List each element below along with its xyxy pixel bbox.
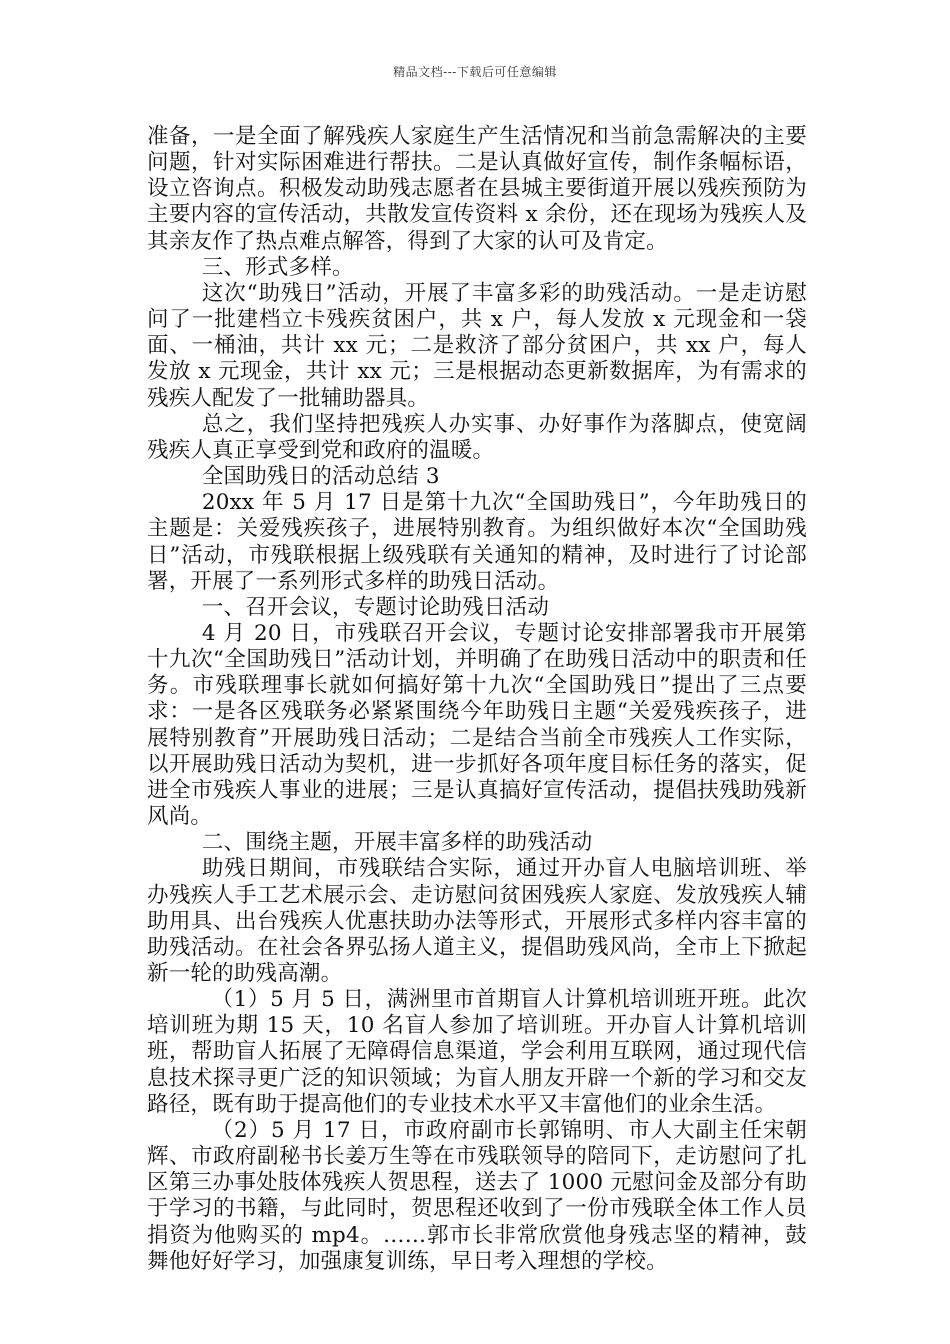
paragraph: 20xx 年 5 月 17 日是第十九次“全国助残日”，今年助残日的主题是：关爱残疾孩子，进展特别教育。为组织做好本次“全国助残日”活动，市残联根据上级残联有关通知的精神，及时进行了讨论部署，开展了一系列形式多样的助残日活动。 — [147, 490, 807, 594]
list-item: （2）5 月 17 日，市政府副市长郭锦明、市人大副主任宋朝辉、市政府副秘书长姜万生等在市残联领导的陪同下，走访慰问了扎区第三办事处肢体残疾人贺思程，送去了 1000 元慰问金及部分有助于学习的书籍，与此同时，贺思程还收到了一份市残联全体工作人员捐资为他购买的 mp4。……郭市长非常欣赏他身残志坚的精神，鼓舞他好好学习，加强康复训练，早日考入理想的学校。 — [147, 1117, 807, 1274]
document-subtitle: 全国助残日的活动总结 3 — [201, 464, 440, 490]
list-item: （1）5 月 5 日，满洲里市首期盲人计算机培训班开班。此次培训班为期 15 天，10 名盲人参加了培训班。开办盲人计算机培训班，帮助盲人拓展了无障碍信息渠道，学会利用互联网，通过现代信息技术探寻更广泛的知识领域；为盲人朋友开辟一个新的学习和交友路径，既有助于提高他们的专业技术水平又丰富他们的业余生活。 — [147, 987, 807, 1117]
section-heading: 二、围绕主题，开展丰富多样的助残活动 — [201, 830, 593, 856]
section-heading: 一、召开会议，专题讨论助残日活动 — [201, 594, 550, 620]
paragraph: 助残日期间，市残联结合实际，通过开办盲人电脑培训班、举办残疾人手工艺术展示会、走访慰问贫困残疾人家庭、发放残疾人辅助用具、出台残疾人优惠扶助办法等形式，开展形式多样内容丰富的助残活动。在社会各界弘扬人道主义，提倡助残风尚，全市上下掀起新一轮的助残高潮。 — [147, 856, 807, 986]
paragraph: 准备，一是全面了解残疾人家庭生产生活情况和当前急需解决的主要问题，针对实际困难进行帮扶。二是认真做好宣传，制作条幅标语，设立咨询点。积极发动助残志愿者在县城主要街道开展以残疾预防为主要内容的宣传活动，共散发宣传资料 x 余份，还在现场为残疾人及其亲友作了热点难点解答，得到了大家的认可及肯定。 — [147, 124, 807, 254]
paragraph: 总之，我们坚持把残疾人办实事、办好事作为落脚点，使宽阔残疾人真正享受到党和政府的温暖。 — [147, 411, 807, 463]
paragraph: 4 月 20 日，市残联召开会议，专题讨论安排部署我市开展第十九次“全国助残日”活动计划，并明确了在助残日活动中的职责和任务。市残联理事长就如何搞好第十九次“全国助残日”提出了三点要求：一是各区残联务必紧紧围绕今年助残日主题“关爱残疾孩子，进展特别教育”开展助残日活动；二是结合当前全市残疾人工作实际，以开展助残日活动为契机，进一步抓好各项年度目标任务的落实，促进全市残疾人事业的进展；三是认真搞好宣传活动，提倡扶残助残新风尚。 — [147, 620, 807, 830]
page-header: 精品文档---下载后可任意编辑 — [393, 65, 557, 79]
paragraph: 这次“助残日”活动，开展了丰富多彩的助残活动。一是走访慰问了一批建档立卡残疾贫困户，共 x 户，每人发放 x 元现金和一袋面、一桶油，共计 xx 元；二是救济了部分贫困户，共 xx 户，每人发放 x 元现金，共计 xx 元；三是根据动态更新数据库，为有需求的残疾人配发了一批辅助器具。 — [147, 280, 807, 411]
section-heading: 三、形式多样。 — [201, 254, 354, 280]
document-body — [147, 124, 807, 1275]
